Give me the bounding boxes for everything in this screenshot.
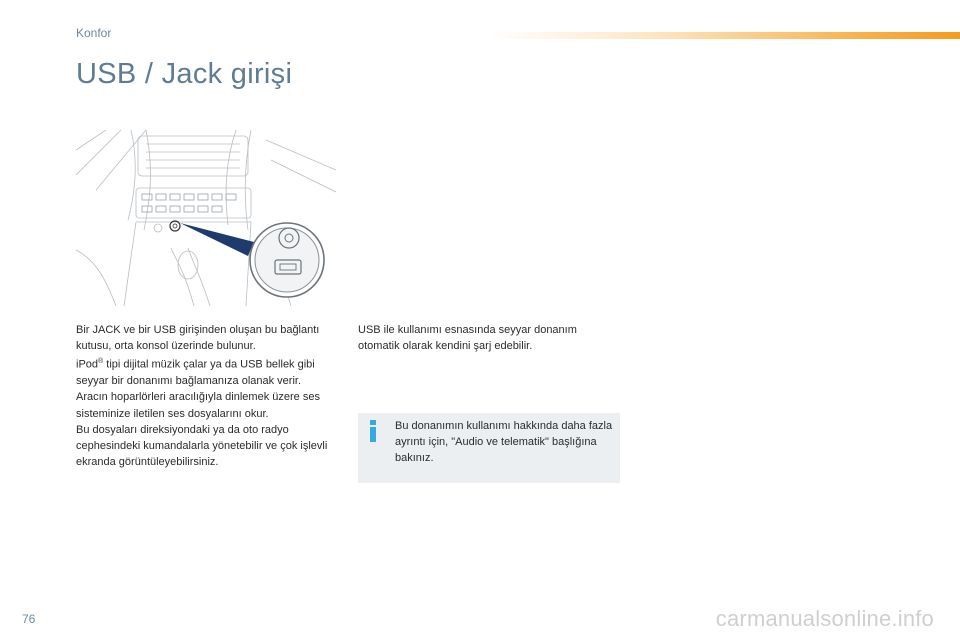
paragraph: Aracın hoparlörleri aracılığıyla dinlemek üzere ses sisteminize iletilen ses dosyalarını okur. [76, 391, 320, 420]
section-label: Konfor [76, 26, 112, 40]
paragraph: USB ile kullanımı esnasında seyyar donanım otomatik olarak kendini şarj edebilir. [358, 324, 577, 353]
usb-jack-socket-illustration [76, 130, 336, 306]
page-number: 76 [22, 612, 36, 626]
description-left-column [76, 322, 336, 470]
trademark-symbol: ® [98, 358, 104, 366]
info-note-box [358, 413, 620, 483]
description-right-column [358, 322, 618, 354]
paragraph: Bir JACK ve bir USB girişinden oluşan bu bağlantı kutusu, orta konsol üzerinde bulunur. [76, 324, 320, 353]
header-accent-bar [490, 32, 960, 39]
paragraph-continuation: tipi dijital müzik çalar ya da USB bellek gibi seyyar bir donanımı bağlamanıza olanak verir. [76, 359, 315, 388]
info-icon [366, 420, 380, 442]
paragraph-ipod [76, 354, 336, 389]
info-note-text: Bu donanımın kullanımı hakkında daha fazla ayrıntı için, "Audio ve telematik" başlığına bakınız. [395, 420, 613, 464]
page-title: USB / Jack girişi [76, 58, 293, 90]
paragraph: Bu dosyaları direksiyondaki ya da oto radyo cephesindeki kumandalarla yönetebilir ve çok işlevli ekranda görüntüleyebilirsiniz. [76, 423, 328, 469]
ipod-word: iPod [76, 359, 99, 372]
watermark: carmanualsonline.info [715, 606, 934, 631]
